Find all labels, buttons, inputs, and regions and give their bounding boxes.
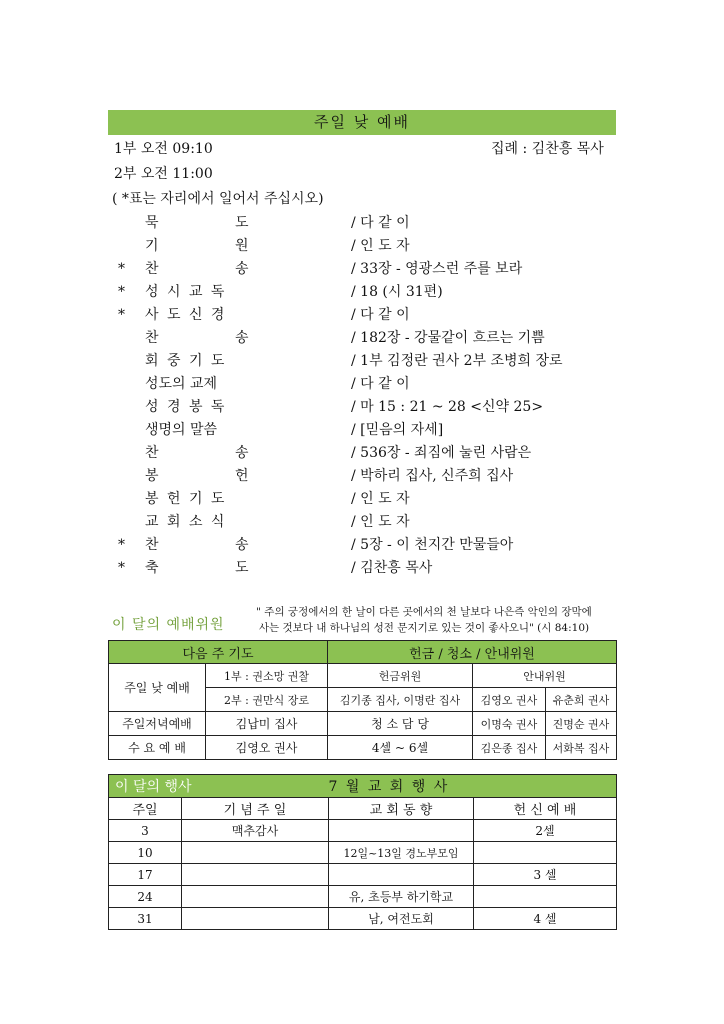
table-row: 10 12일~13일 경노부모임 <box>109 842 617 864</box>
order-item-value: / [믿음의 자세] <box>351 422 444 438</box>
order-item <box>0 398 724 416</box>
order-item <box>0 329 724 347</box>
order-item-name: 찬 송 <box>145 445 285 461</box>
events-table <box>108 774 617 930</box>
order-item <box>0 467 724 485</box>
guide-label: 안내위원 <box>473 664 617 688</box>
order-item-value: / 18 (시 31편) <box>351 284 443 300</box>
order-item-value: / 다 같 이 <box>351 215 410 231</box>
order-item-name: 생명의 말씀 <box>145 422 218 438</box>
standing-notice: ( *표는 자리에서 일어서 주십시오) <box>112 191 324 207</box>
evening-service-label: 주일저녁예배 <box>109 712 206 736</box>
order-item <box>0 444 724 462</box>
order-item-name: 성 경 봉 독 <box>145 399 227 415</box>
order-item-value: / 33장 - 영광스런 주를 보라 <box>351 261 523 277</box>
order-item-name: 봉 헌 <box>145 468 285 484</box>
order-item-name: 성도의 교제 <box>145 376 218 392</box>
order-item-name: 축 도 <box>145 560 285 576</box>
cleaning-cells: 4셀 ~ 6셀 <box>328 736 473 760</box>
table-row: 3 맥추감사 2셀 <box>109 820 617 842</box>
order-item-value: / 다 같 이 <box>351 307 410 323</box>
offering-members: 김기종 집사, 이명란 집사 <box>328 688 473 712</box>
sun2-prayer: 2부 : 권만식 장로 <box>206 688 328 712</box>
guide-member: 진명순 권사 <box>546 712 617 736</box>
order-item: * 사 도 신 경 / 다 같 이 <box>118 307 410 323</box>
table-row: 31 남, 여전도회 4 셀 <box>109 908 617 930</box>
order-item-name: 교 회 소 식 <box>145 514 227 530</box>
table-row: 24 유, 초등부 하기학교 <box>109 886 617 908</box>
order-item <box>0 375 724 393</box>
guide-member: 유춘희 권사 <box>546 688 617 712</box>
header-next-prayer: 다음 주 기도 <box>109 641 328 664</box>
service-time-1: 1부 오전 09:10 <box>114 141 213 157</box>
order-item-value: / 김찬흥 목사 <box>351 560 433 576</box>
committee-table <box>108 640 617 760</box>
order-item <box>0 237 724 255</box>
order-item <box>0 513 724 531</box>
committee-label: 이 달의 예배위원 <box>112 617 225 633</box>
order-item-name: 기 원 <box>145 238 285 254</box>
order-item-value: / 1부 김정란 권사 2부 조병희 장로 <box>351 353 563 369</box>
order-item-name: 찬 송 <box>145 330 285 346</box>
service-time-2: 2부 오전 11:00 <box>114 166 213 182</box>
guide-member: 김영오 권사 <box>473 688 546 712</box>
events-label: 이 달의 행사 <box>109 775 329 798</box>
order-item: * 찬 송 / 33장 - 영광스런 주를 보라 <box>118 261 523 277</box>
order-item <box>0 352 724 370</box>
order-item-value: / 5장 - 이 천지간 만물들아 <box>351 537 514 553</box>
order-item-name: 찬 송 <box>145 261 285 277</box>
wednesday-service-label: 수 요 예 배 <box>109 736 206 760</box>
order-item-value: / 536장 - 죄짐에 눌린 사람은 <box>351 445 532 461</box>
order-item-name: 사 도 신 경 <box>145 307 227 323</box>
column-header: 기 념 주 일 <box>182 798 329 820</box>
order-item-value: / 182장 - 강물같이 흐르는 기쁨 <box>351 330 545 346</box>
service-leader: 집례 : 김찬흥 목사 <box>491 141 604 157</box>
sunday-service-label: 주일 낮 예배 <box>109 664 206 712</box>
order-item <box>0 421 724 439</box>
order-item: * 성 시 교 독 / 18 (시 31편) <box>118 284 443 300</box>
order-item-value: / 인 도 자 <box>351 491 410 507</box>
wednesday-prayer: 김영오 권사 <box>206 736 328 760</box>
order-item-name: 성 시 교 독 <box>145 284 227 300</box>
order-item: * 축 도 / 김찬흥 목사 <box>118 560 433 576</box>
order-item-value: / 인 도 자 <box>351 514 410 530</box>
cleaning-label: 청 소 담 당 <box>328 712 473 736</box>
order-item: * 찬 송 / 5장 - 이 천지간 만물들아 <box>118 537 514 553</box>
order-item-value: / 다 같 이 <box>351 376 410 392</box>
table-row: 17 3 셀 <box>109 864 617 886</box>
column-header: 주일 <box>109 798 182 820</box>
order-item <box>0 214 724 232</box>
order-item-name: 묵 도 <box>145 215 285 231</box>
order-item-value: / 인 도 자 <box>351 238 410 254</box>
order-item-name: 봉 헌 기 도 <box>145 491 227 507</box>
sun1-prayer: 1부 : 권소망 권찰 <box>206 664 328 688</box>
order-item-value: / 마 15 : 21 ~ 28 <신약 25> <box>351 399 544 415</box>
events-title: 7 월 교 회 행 사 <box>329 775 617 798</box>
column-header: 헌 신 예 배 <box>474 798 617 820</box>
order-item <box>0 490 724 508</box>
column-header: 교 회 동 향 <box>329 798 474 820</box>
page-title: 주일 낮 예배 <box>108 110 616 135</box>
order-item-name: 회 중 기 도 <box>145 353 227 369</box>
guide-member: 김은종 집사 <box>473 736 546 760</box>
guide-member: 서화복 집사 <box>546 736 617 760</box>
scripture-verse: " 주의 궁정에서의 한 날이 다른 곳에서의 천 날보다 나은즉 악인의 장막에 사는 것보다 내 하나님의 성전 문지기로 있는 것이 좋사오니" (시 84:10) <box>256 606 592 634</box>
order-item-value: / 박하리 집사, 신주희 집사 <box>351 468 514 484</box>
offering-label: 헌금위원 <box>328 664 473 688</box>
guide-member: 이명숙 권사 <box>473 712 546 736</box>
header-offering-cleaning-guide: 헌금 / 청소 / 안내위원 <box>328 641 617 664</box>
evening-prayer: 김납미 집사 <box>206 712 328 736</box>
order-item-name: 찬 송 <box>145 537 285 553</box>
